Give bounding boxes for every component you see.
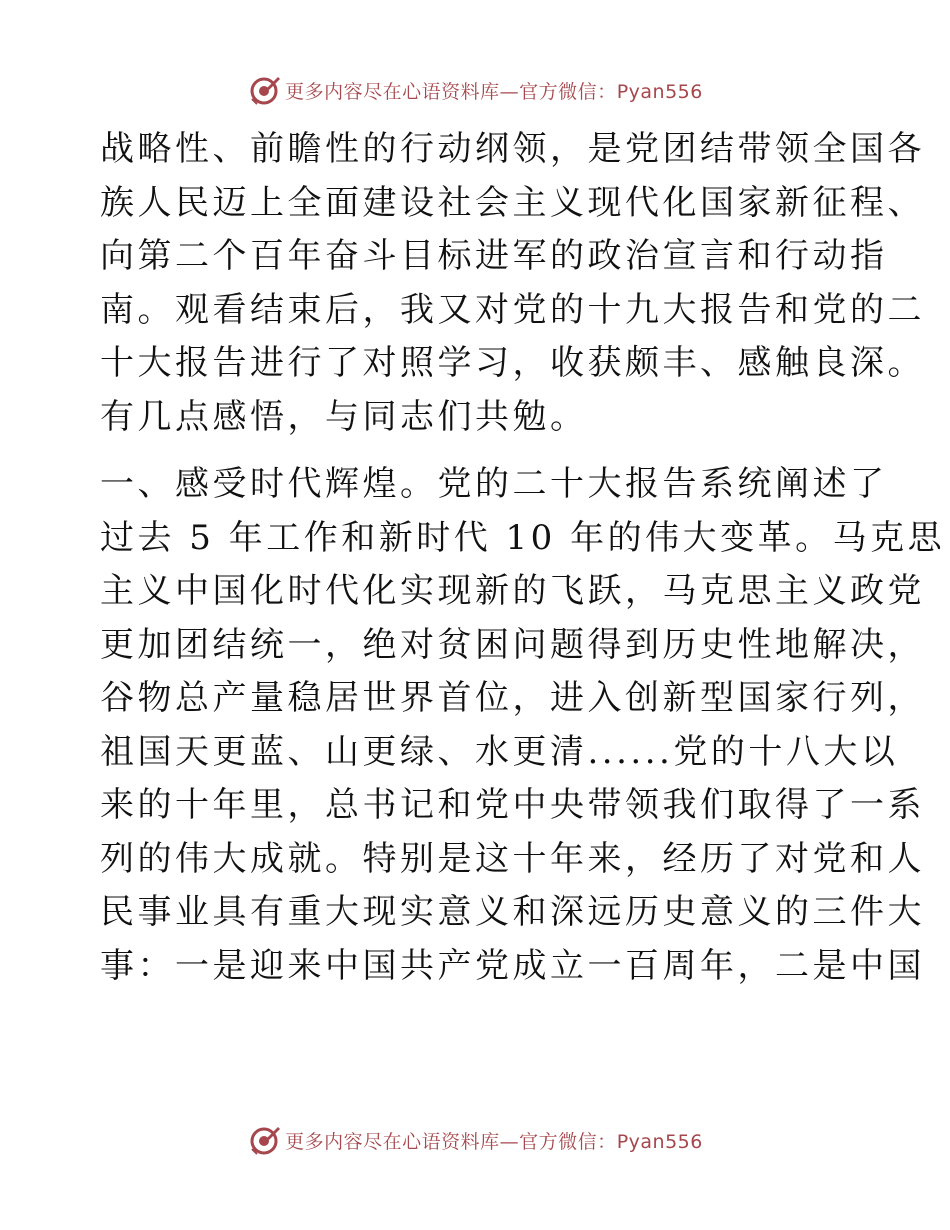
text-line: 过去 5 年工作和新时代 10 年的伟大变革。马克思 — [100, 517, 946, 558]
footer-watermark — [0, 1120, 950, 1160]
watermark-wechat-label: 官方微信： — [519, 1130, 617, 1153]
watermark-wechat-label: 官方微信： — [519, 80, 617, 103]
watermark-text — [285, 1127, 703, 1154]
text-line: 更加团结统一，绝对贫困问题得到历史性地解决， — [100, 624, 925, 665]
text-line: 十大报告进行了对照学习，收获颇丰、感触良深。 — [100, 343, 925, 383]
text-line: 有几点感悟，与同志们共勉。 — [100, 396, 588, 437]
paragraph-1 — [100, 123, 925, 444]
watermark-separator: — — [499, 80, 520, 103]
body-text — [100, 123, 946, 993]
text-line: 一、感受时代辉煌。党的二十大报告系统阐述了 — [100, 464, 888, 504]
logo-icon — [247, 1123, 281, 1157]
watermark-wechat-id: Pyan556 — [616, 1130, 703, 1153]
text-line: 向第二个百年奋斗目标进军的政治宣言和行动指 — [100, 236, 888, 276]
text-line: 来的十年里，总书记和党中央带领我们取得了一系 — [100, 785, 925, 825]
watermark-site: 更多内容尽在心语资料库 — [285, 1130, 500, 1153]
text-line: 主义中国化时代化实现新的飞跃，马克思主义政党 — [100, 571, 925, 611]
watermark-text — [285, 77, 703, 104]
watermark-separator: — — [499, 1130, 520, 1153]
text-line: 战略性、前瞻性的行动纲领，是党团结带领全国各 — [100, 129, 925, 169]
text-line: 民事业具有重大现实意义和深远历史意义的三件大 — [100, 892, 925, 932]
watermark-wechat-id: Pyan556 — [616, 80, 703, 103]
paragraph-gap — [100, 444, 860, 458]
text-line: 谷物总产量稳居世界首位，进入创新型国家行列， — [100, 678, 925, 718]
paragraph-2 — [100, 458, 946, 993]
text-line: 祖国天更蓝、山更绿、水更清......党的十八大以 — [100, 731, 899, 772]
text-line: 事：一是迎来中国共产党成立一百周年，二是中国 — [100, 945, 925, 986]
watermark-site: 更多内容尽在心语资料库 — [285, 80, 500, 103]
text-line: 族人民迈上全面建设社会主义现代化国家新征程、 — [100, 182, 925, 223]
text-line: 列的伟大成就。特别是这十年来，经历了对党和人 — [100, 838, 925, 879]
header-watermark — [0, 70, 950, 110]
logo-icon — [247, 73, 281, 107]
text-line: 南。观看结束后，我又对党的十九大报告和党的二 — [100, 289, 925, 330]
